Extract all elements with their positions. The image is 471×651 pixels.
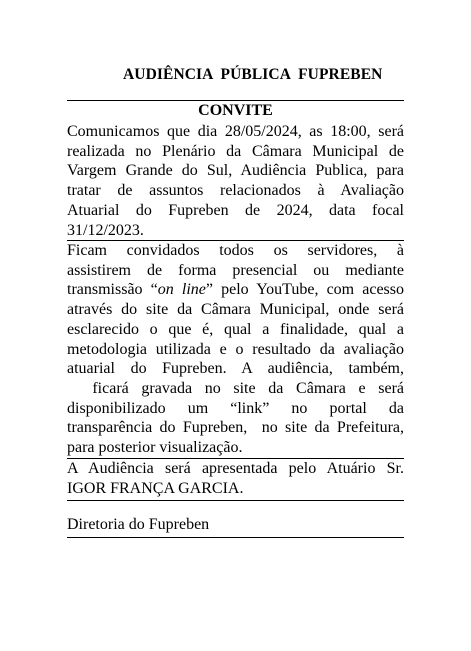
signature: Diretoria do Fupreben [67, 516, 210, 533]
paragraph-line: A Audiência será apresentada pelo Atuário Sr. [67, 460, 404, 477]
paragraph-line: esclarecido o que é, qual a finalidade, qual a [67, 320, 404, 338]
invitation-paragraph [67, 241, 404, 458]
document-heading: AUDIÊNCIA PÚBLICA FUPREBEN [123, 66, 383, 83]
paragraph-line: assistirem de forma presencial ou mediante [67, 261, 404, 279]
paragraph-line: através do site da Câmara Municipal, onde será [67, 301, 404, 319]
document-title: CONVITE [198, 102, 273, 119]
announcement-paragraph [67, 122, 404, 240]
paragraph-line: 31/12/2023. [67, 221, 144, 239]
presenter-paragraph [67, 459, 404, 498]
paragraph-line: ficará gravada no site da Câmara e será [67, 379, 404, 397]
paragraph-line: atuarial do Fupreben. A audiência, também, [67, 360, 404, 378]
paragraph-line: metodologia utilizada e o resultado da avaliação [67, 340, 404, 358]
paragraph-line: disponibilizado um “link” no portal da [67, 399, 404, 417]
paragraph-line [67, 280, 404, 300]
paragraph-line: tratar de assuntos relacionados à Avaliação [67, 182, 404, 200]
paragraph-line: Ficam convidados todos os servidores, à [67, 242, 404, 259]
divider [67, 537, 404, 538]
italic-text: on line [157, 281, 206, 299]
paragraph-line: IGOR FRANÇA GARCIA. [67, 479, 244, 497]
paragraph-line: Comunicamos que dia 28/05/2024, as 18:00, será [67, 123, 404, 140]
text-segment: ” pelo YouTube, com acesso [205, 281, 405, 299]
paragraph-line: transparência do Fupreben, no site da Prefeitura, [67, 419, 404, 437]
paragraph-line: realizada no Plenário da Câmara Municipal de [67, 142, 404, 160]
paragraph-line: para posterior visualização. [67, 439, 243, 457]
text-segment: transmissão “ [67, 281, 158, 299]
paragraph-line: Vargem Grande do Sul, Audiência Publica, para [67, 162, 404, 180]
divider [67, 500, 404, 501]
paragraph-line: Atuarial do Fupreben de 2024, data focal [67, 201, 404, 219]
